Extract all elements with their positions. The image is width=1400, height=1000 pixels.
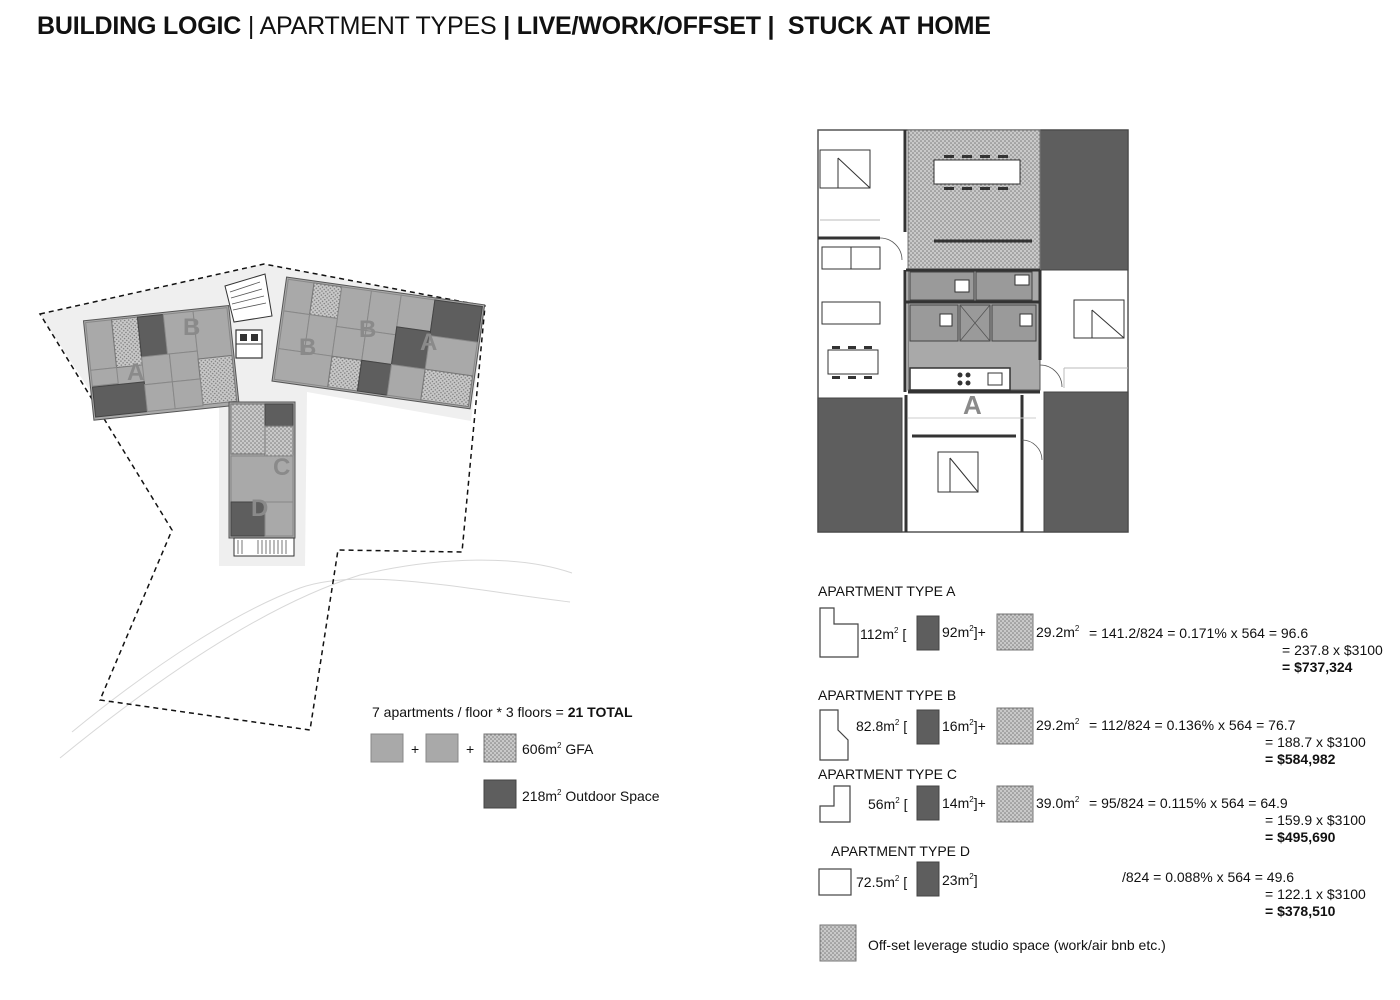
site-legend bbox=[371, 704, 660, 808]
outdoor-swatch bbox=[917, 710, 939, 744]
svg-text:23m2]: $23m^2$] bbox=[942, 872, 978, 888]
unit-label-d: D bbox=[251, 495, 269, 522]
outdoor-swatch bbox=[917, 862, 939, 896]
outdoor-terrace bbox=[1040, 130, 1128, 270]
studio-space bbox=[908, 130, 1040, 270]
calc-line-2: = 188.7 x $3100 bbox=[1265, 734, 1366, 750]
apartment-total: = $495,690 bbox=[1265, 829, 1336, 845]
left-wing bbox=[83, 306, 239, 421]
legend-swatch-apartment bbox=[371, 734, 403, 762]
legend-swatch-apartment bbox=[426, 734, 458, 762]
studio-legend-swatch bbox=[820, 925, 856, 961]
unit-label-b: B bbox=[183, 314, 201, 341]
plus-sign: + bbox=[411, 741, 420, 757]
apartment-title: APARTMENT TYPE A bbox=[818, 583, 956, 599]
apartment-total: = $378,510 bbox=[1265, 903, 1336, 919]
svg-text:29.2m2: $29.2m^2$ bbox=[1036, 717, 1080, 733]
apartment-type-a bbox=[818, 583, 1383, 675]
apartment-title: APARTMENT TYPE C bbox=[818, 766, 957, 782]
shape-icon-d bbox=[819, 869, 851, 895]
svg-text:16m2]+: $16m^2]+$ bbox=[942, 718, 986, 734]
svg-text:14m2]+: $14m^2]+$ bbox=[942, 795, 986, 811]
outdoor-terrace bbox=[1044, 392, 1128, 532]
title-separator: | bbox=[247, 12, 255, 40]
unit-label-a: A bbox=[127, 359, 145, 386]
svg-text:29.2m2: $29.2m^2$ bbox=[1036, 624, 1080, 640]
calc-line: = 141.2/824 = 0.171% x 564 = 96.6 bbox=[1089, 625, 1309, 641]
title-separator: | bbox=[767, 12, 775, 40]
plus-sign: + bbox=[466, 741, 475, 757]
summary-total: 21 TOTAL bbox=[567, 704, 633, 720]
summary-text: 7 apartments / floor * 3 floors = bbox=[372, 704, 568, 720]
outdoor-swatch bbox=[917, 786, 939, 820]
apartment-schedule bbox=[818, 583, 1383, 961]
floor-plan bbox=[818, 130, 1128, 532]
site-contours bbox=[60, 560, 572, 758]
outdoor-terrace bbox=[818, 398, 902, 532]
calc-line-2: = 159.9 x $3100 bbox=[1265, 812, 1366, 828]
shape-icon-b bbox=[820, 710, 848, 760]
site-plan bbox=[40, 264, 572, 758]
apartment-title: APARTMENT TYPE D bbox=[831, 843, 970, 859]
unit-label-a: A bbox=[420, 329, 438, 356]
title-apartment-types: APARTMENT TYPES bbox=[259, 12, 497, 40]
shape-icon-c bbox=[820, 786, 850, 822]
title-live-work-offset: LIVE/WORK/OFFSET bbox=[516, 12, 761, 40]
unit-label-b: B bbox=[299, 334, 317, 361]
apartment-total: = $584,982 bbox=[1265, 751, 1336, 767]
studio-swatch bbox=[997, 786, 1033, 822]
svg-text:112m2 [: $112m^2$ [ bbox=[860, 626, 907, 642]
calc-line-2: = 122.1 x $3100 bbox=[1265, 886, 1366, 902]
title-building-logic: BUILDING LOGIC bbox=[37, 12, 242, 40]
apartment-type-d bbox=[819, 843, 1366, 919]
svg-text:56m2 [: $56m^2$ [ bbox=[868, 796, 908, 812]
svg-text:92m2]+: $92m^2]+$ bbox=[942, 624, 986, 640]
apartment-type-b bbox=[818, 687, 1366, 767]
title-separator: | bbox=[503, 12, 510, 40]
unit-label-b: B bbox=[359, 316, 377, 343]
gfa-label: $606m^2$ GFA bbox=[522, 741, 594, 757]
apartment-type-c bbox=[818, 766, 1366, 845]
floor-plan-label: A bbox=[963, 390, 982, 420]
studio-swatch bbox=[997, 708, 1033, 744]
svg-text:82.8m2 [: $82.8m^2$ [ bbox=[856, 718, 908, 734]
outdoor-swatch bbox=[917, 616, 939, 650]
studio-swatch bbox=[997, 614, 1033, 650]
svg-text:7 apartments / floor * 3 floor bbox=[372, 704, 633, 720]
studio-legend-label: Off-set leverage studio space (work/air bnb etc.) bbox=[868, 937, 1166, 953]
title-stuck-at-home: STUCK AT HOME bbox=[787, 12, 991, 40]
apartment-total: = $737,324 bbox=[1282, 659, 1353, 675]
unit-label-c: C bbox=[273, 454, 291, 481]
calc-line: = 112/824 = 0.136% x 564 = 76.7 bbox=[1089, 717, 1296, 733]
calc-line: /824 = 0.088% x 564 = 49.6 bbox=[1122, 869, 1295, 885]
outdoor-label: $218m^2$ Outdoor Space bbox=[522, 788, 660, 804]
apartment-title: APARTMENT TYPE B bbox=[818, 687, 957, 703]
svg-text:39.0m2: $39.0m^2$ bbox=[1036, 795, 1080, 811]
legend-swatch-outdoor bbox=[484, 780, 516, 808]
svg-text:72.5m2 [: $72.5m^2$ [ bbox=[856, 874, 908, 890]
calc-line-2: = 237.8 x $3100 bbox=[1282, 642, 1383, 658]
legend-swatch-studio bbox=[484, 734, 516, 762]
calc-line: = 95/824 = 0.115% x 564 = 64.9 bbox=[1089, 795, 1288, 811]
shape-icon-a bbox=[820, 608, 858, 657]
